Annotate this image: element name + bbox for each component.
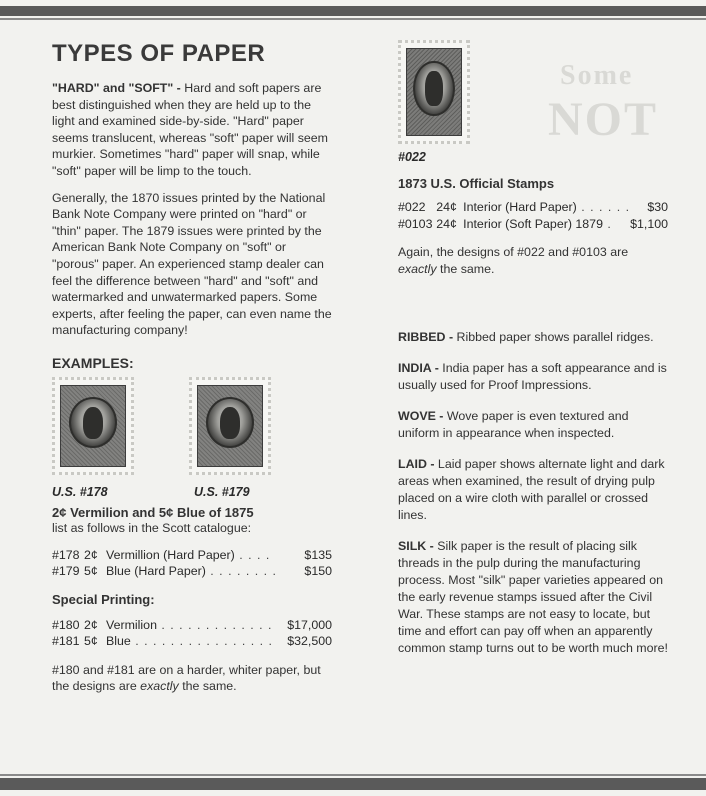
paper-type-text: Silk paper is the result of placing silk threads in the pulp during the manufacturing process. Most "silk" paper varieties appeared on the early revenue stamps issued after the Civil War. These stamps are not easy to locate, but time and effort can pay off when an apparently common stamp turns out to be worth much more! bbox=[398, 539, 668, 656]
table-row bbox=[52, 617, 332, 634]
leader-dots: . . . . . . . . . . . . . bbox=[156, 617, 273, 632]
generally-paragraph: Generally, the 1870 issues printed by the National Bank Note Company were printed on "hard" or "thin" paper. The 1879 issues were printed by the American Bank Note Company on "soft" or "porous" paper. An experienced stamp dealer can feel the difference between "hard" and "soft" and watermarked and unwatermarked papers. Some experts, after feeling the paper, can even name the manufacturing company! bbox=[52, 190, 332, 338]
table-row bbox=[52, 547, 332, 564]
paper-type-name: RIBBED - bbox=[398, 330, 454, 345]
catalog-number: #180 bbox=[52, 617, 80, 632]
description bbox=[106, 547, 301, 564]
description-text: Blue bbox=[106, 634, 131, 649]
catalog-number: #179 bbox=[52, 564, 80, 579]
leader-dots: . . . . bbox=[234, 547, 271, 562]
price: $32,500 bbox=[287, 634, 332, 649]
special-note-end: the same. bbox=[178, 679, 237, 694]
left-column bbox=[52, 40, 332, 695]
top-border-band bbox=[0, 6, 706, 16]
denomination: 5¢ bbox=[84, 634, 98, 649]
table-row bbox=[398, 216, 668, 233]
catalogue-intro: list as follows in the Scott catalogue: bbox=[52, 520, 252, 535]
table-row bbox=[52, 633, 332, 650]
paper-type-text: Wove paper is even textured and uniform in appearance when inspected. bbox=[398, 409, 629, 441]
official-stamps-heading: 1873 U.S. Official Stamps bbox=[398, 176, 555, 191]
leader-dots: . bbox=[602, 216, 612, 231]
paper-type-name: WOVE - bbox=[398, 409, 444, 424]
special-note-text: #180 and #181 are on a harder, whiter paper, but the designs are bbox=[52, 662, 321, 694]
special-printing-heading: Special Printing: bbox=[52, 591, 155, 607]
description bbox=[106, 563, 301, 580]
price: $150 bbox=[304, 564, 332, 579]
stamp-178-caption: U.S. #178 bbox=[52, 484, 108, 499]
bleed-through-text: Some bbox=[560, 60, 634, 91]
vermilion-blue-subhead: 2¢ Vermilion and 5¢ Blue of 1875 bbox=[52, 504, 254, 520]
official-note-emphasis: exactly bbox=[398, 261, 437, 276]
paper-type-india bbox=[398, 360, 668, 394]
description-text: Interior (Soft Paper) 1879 bbox=[463, 216, 603, 231]
official-price-table bbox=[398, 199, 668, 232]
hard-soft-paragraph bbox=[52, 80, 332, 180]
catalog-number: #181 bbox=[52, 634, 80, 649]
hard-soft-lead: "HARD" and "SOFT" - bbox=[52, 81, 181, 95]
description bbox=[106, 633, 284, 650]
stamp-022-image bbox=[398, 40, 470, 144]
description bbox=[463, 216, 630, 233]
bottom-border-band bbox=[0, 778, 706, 790]
paper-type-name: INDIA - bbox=[398, 361, 439, 376]
table-row bbox=[52, 563, 332, 580]
special-note-emphasis: exactly bbox=[140, 679, 179, 694]
bleed-through-text: NOT bbox=[548, 93, 659, 146]
right-column bbox=[398, 40, 668, 657]
paper-type-laid bbox=[398, 456, 668, 524]
official-note-text: Again, the designs of #022 and #0103 are bbox=[398, 245, 629, 260]
denomination: 24¢ bbox=[436, 216, 457, 231]
example-stamps bbox=[52, 377, 332, 485]
leader-dots: . . . . . . . . . . . . . . . . bbox=[130, 634, 273, 649]
paper-type-name: LAID - bbox=[398, 457, 435, 472]
catalog-number: #022 bbox=[398, 200, 426, 214]
paper-type-silk bbox=[398, 538, 668, 657]
denomination: 5¢ bbox=[84, 564, 98, 579]
catalog-number: #0103 bbox=[398, 216, 433, 231]
description-text: Blue (Hard Paper) bbox=[106, 564, 206, 579]
description bbox=[463, 199, 630, 216]
paper-type-text: Ribbed paper shows parallel ridges. bbox=[453, 330, 654, 345]
paper-type-text: Laid paper shows alternate light and dark areas when examined, the result of drying pulp placed on a wire cloth with parallel or crossed lines. bbox=[398, 457, 665, 523]
paper-type-ribbed bbox=[398, 329, 668, 346]
official-note bbox=[398, 244, 668, 277]
stamp-179-image bbox=[189, 377, 271, 475]
leader-dots: . . . . . . bbox=[576, 200, 631, 214]
stamp-179-caption: U.S. #179 bbox=[194, 484, 250, 499]
page-title: TYPES OF PAPER bbox=[52, 40, 266, 67]
price: $30 bbox=[647, 200, 668, 214]
price: $135 bbox=[304, 547, 332, 562]
hard-soft-text: Hard and soft papers are best distinguished when they are held up to the light and examined side-by-side. "Hard" paper seems translucent, whereas "soft" paper will seem murkier. Sometimes "hard" paper will snap, while "soft" paper will be limp to the touch. bbox=[52, 81, 329, 178]
leader-dots: . . . . . . . . bbox=[205, 564, 277, 579]
description-text: Vermillion (Hard Paper) bbox=[106, 547, 235, 562]
price: $1,100 bbox=[630, 216, 668, 231]
examples-heading: EXAMPLES: bbox=[52, 354, 134, 371]
catalogue-price-table bbox=[52, 547, 332, 580]
paper-type-text: India paper has a soft appearance and is usually used for Proof Impressions. bbox=[398, 361, 667, 393]
paper-type-wove bbox=[398, 408, 668, 442]
stamp-178-image bbox=[52, 377, 134, 475]
table-row bbox=[398, 199, 668, 216]
catalog-number: #178 bbox=[52, 547, 80, 562]
stamp-022-caption: #022 bbox=[398, 150, 426, 164]
special-price-table bbox=[52, 617, 332, 650]
description-text: Vermilion bbox=[106, 617, 157, 632]
denomination: 2¢ bbox=[84, 547, 98, 562]
bottom-border-line bbox=[0, 774, 706, 776]
price: $17,000 bbox=[287, 617, 332, 632]
denomination: 24¢ bbox=[436, 200, 457, 214]
official-note-end: the same. bbox=[436, 261, 495, 276]
description-text: Interior (Hard Paper) bbox=[463, 200, 577, 214]
special-note bbox=[52, 662, 332, 695]
paper-type-name: SILK - bbox=[398, 539, 434, 554]
denomination: 2¢ bbox=[84, 617, 98, 632]
top-border-line bbox=[0, 18, 706, 20]
description bbox=[106, 617, 284, 634]
